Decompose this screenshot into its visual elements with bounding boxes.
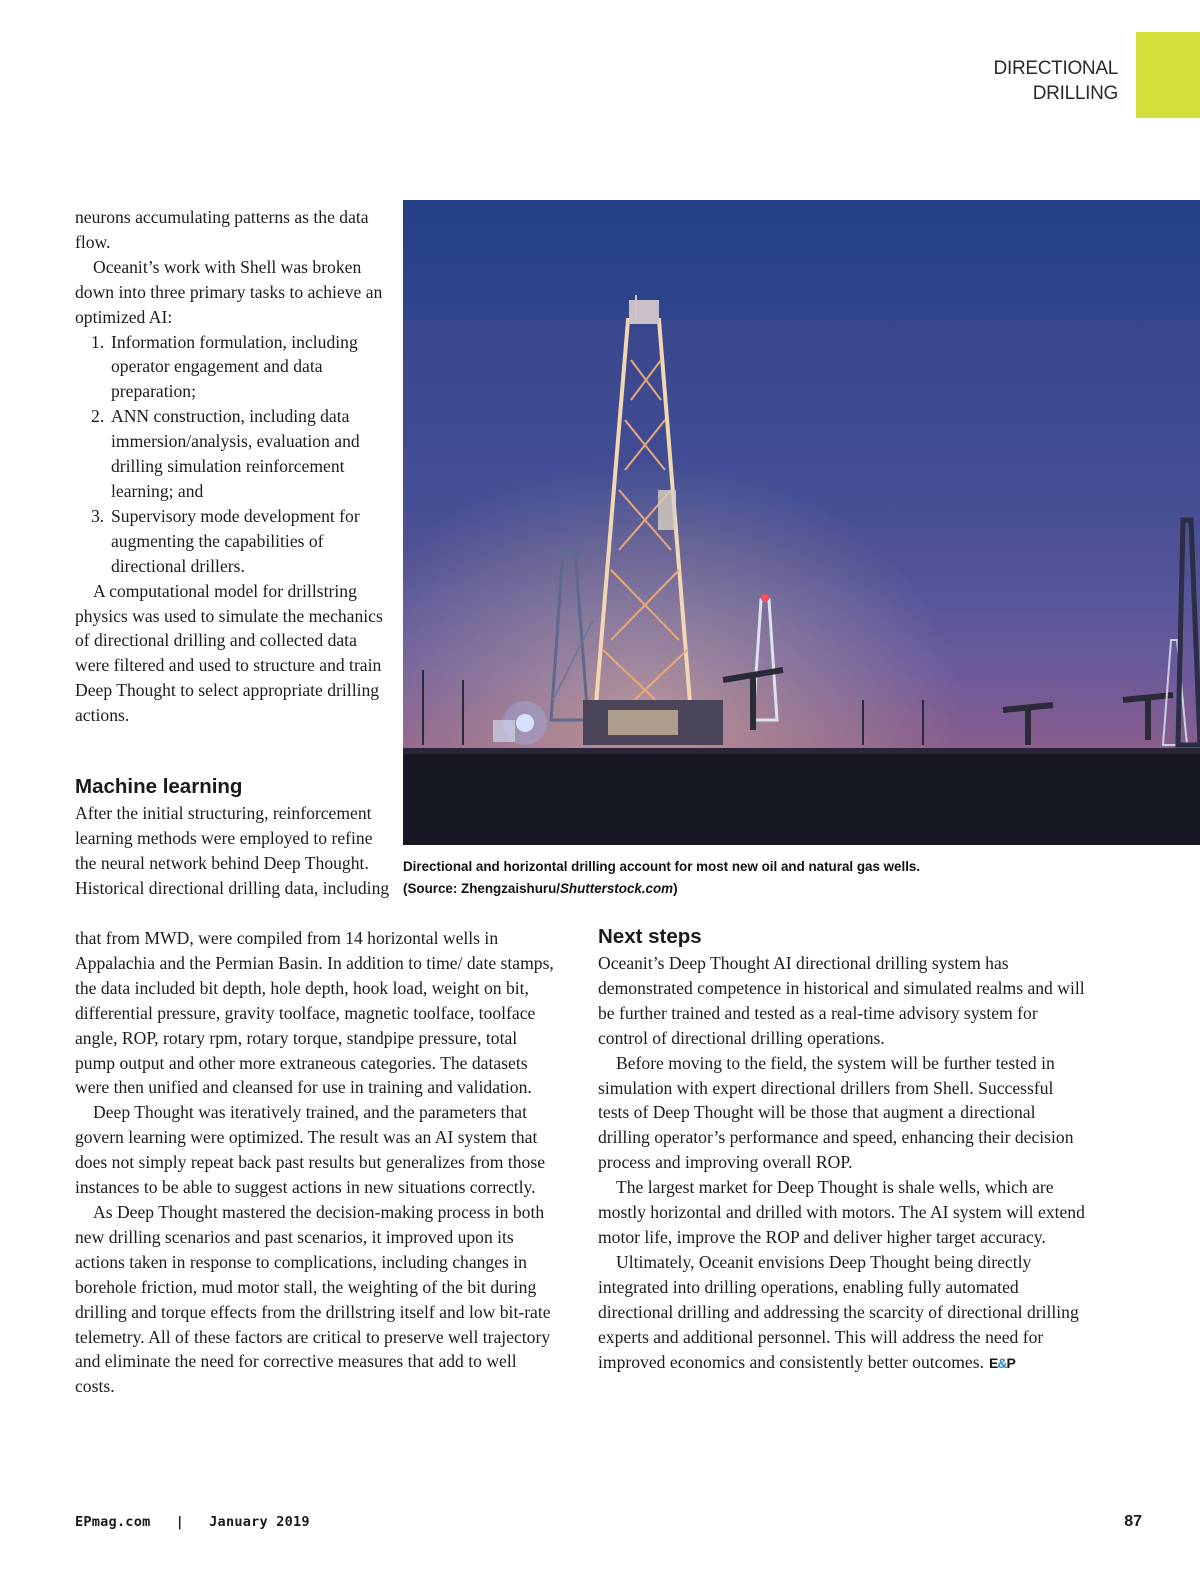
footer-site: EPmag.com [75,1514,151,1530]
list-number: 2. [91,406,105,427]
list-item [75,504,387,579]
footer-separator: | [175,1514,185,1530]
figure-caption [403,856,1163,900]
list-item [75,404,387,504]
ep-mark-p: P [1006,1354,1015,1371]
right-column [598,951,1086,1375]
paragraph: As Deep Thought mastered the decision-making process in both new drilling scenarios and past scenarios, it improved upon its actions taken in response to complications, including changes in borehole friction, mud motor stall, the weighting of the bit during drilling and torque effects from the drillstring itself and low bit-rate telemetry. All of these factors are critical to preserve well trajectory and eliminate the need for corrective measures that add to well costs. [75,1201,551,1397]
paragraph: neurons accumulating patterns as the data flow. [75,207,369,252]
section-label [994,56,1118,106]
footer-left [75,1514,310,1530]
paragraph: After the initial structuring, reinforcement learning methods were employed to refine the neural network behind Deep Thought. Historical directional drilling data, including [75,803,390,898]
task-list [75,330,387,579]
source-site: Shutterstock.com [559,881,674,896]
list-text: Supervisory mode development for augmenting the capabilities of directional drillers. [111,505,360,576]
paragraph: Deep Thought was iteratively trained, and the parameters that govern learning were optimized. The result was an AI system that does not simply repeat back past results but generalizes from those instances to be able to suggest actions in new situations correctly. [75,1102,546,1198]
source-prefix: (Source: Zhengzaishuru/ [403,881,560,896]
list-number: 3. [91,505,105,526]
section-label-line2: DRILLING [1032,83,1118,104]
paragraph: Oceanit’s work with Shell was broken down into three primary tasks to achieve an optimized AI: [75,256,383,327]
paragraph-text: Ultimately, Oceanit envisions Deep Thought being directly integrated into drilling operations, enabling fully automated directional drilling and addressing the scarcity of directional drilling experts and additional personnel. This will address the need for improved economics and consistently better outcomes. [598,1251,1079,1372]
drilling-rig-photo [403,200,1200,845]
source-suffix: ) [673,881,678,896]
rig-night-scene [403,200,1200,845]
ep-end-mark [989,1355,1015,1371]
list-item [75,330,387,405]
paragraph: Oceanit’s Deep Thought AI directional drilling system has demonstrated competence in historical and simulated realms and will be further trained and tested as a real-time advisory system for control of directional drilling operations. [598,953,1085,1048]
heading-next-steps: Next steps [598,925,702,948]
paragraph: Before moving to the field, the system will be further tested in simulation with expert directional drillers from Shell. Successful tests of Deep Thought will be those that augment a directional drilling operator’s performance and speed, enhancing their decision process and improving overall ROP. [598,1052,1074,1173]
section-label-line1: DIRECTIONAL [993,58,1118,79]
left-column-top [75,205,387,728]
left-column-wide [75,926,560,1399]
paragraph: A computational model for drillstring physics was used to simulate the mechanics of directional drilling and collected data were filtered and used to structure and train Deep Thought to select appropriate drilling actions. [75,580,383,726]
list-text: ANN construction, including data immersion/analysis, evaluation and drilling simulation reinforcement learning; and [111,406,360,501]
heading-machine-learning: Machine learning [75,775,243,798]
paragraph-final [598,1250,1086,1376]
paragraph: The largest market for Deep Thought is shale wells, which are mostly horizontal and drilled with motors. The AI system will extend motor life, improve the ROP and deliver higher target accuracy. [598,1177,1085,1247]
paragraph: that from MWD, were compiled from 14 horizontal wells in Appalachia and the Permian Basin. In addition to time/ date stamps, the data included bit depth, hole depth, hook load, weight on bit, differential pressure, gravity toolface, magnetic toolface, toolface angle, ROP, rotary rpm, rotary torque, standpipe pressure, total pump output and other more extraneous categories. The datasets were then unified and cleansed for use in training and validation. [75,928,554,1098]
footer-date: January 2019 [209,1514,310,1530]
caption-text: Directional and horizontal drilling account for most new oil and natural gas wells. [403,859,921,874]
machine-learning-lead [75,801,393,901]
list-text: Information formulation, including operator engagement and data preparation; [111,331,358,402]
section-color-tab [1136,32,1200,118]
caption-source [403,878,1163,900]
ep-mark-e: E [989,1354,998,1371]
page-number: 87 [1124,1513,1142,1530]
ep-mark-amp: & [997,1354,1007,1371]
list-number: 1. [91,331,105,352]
